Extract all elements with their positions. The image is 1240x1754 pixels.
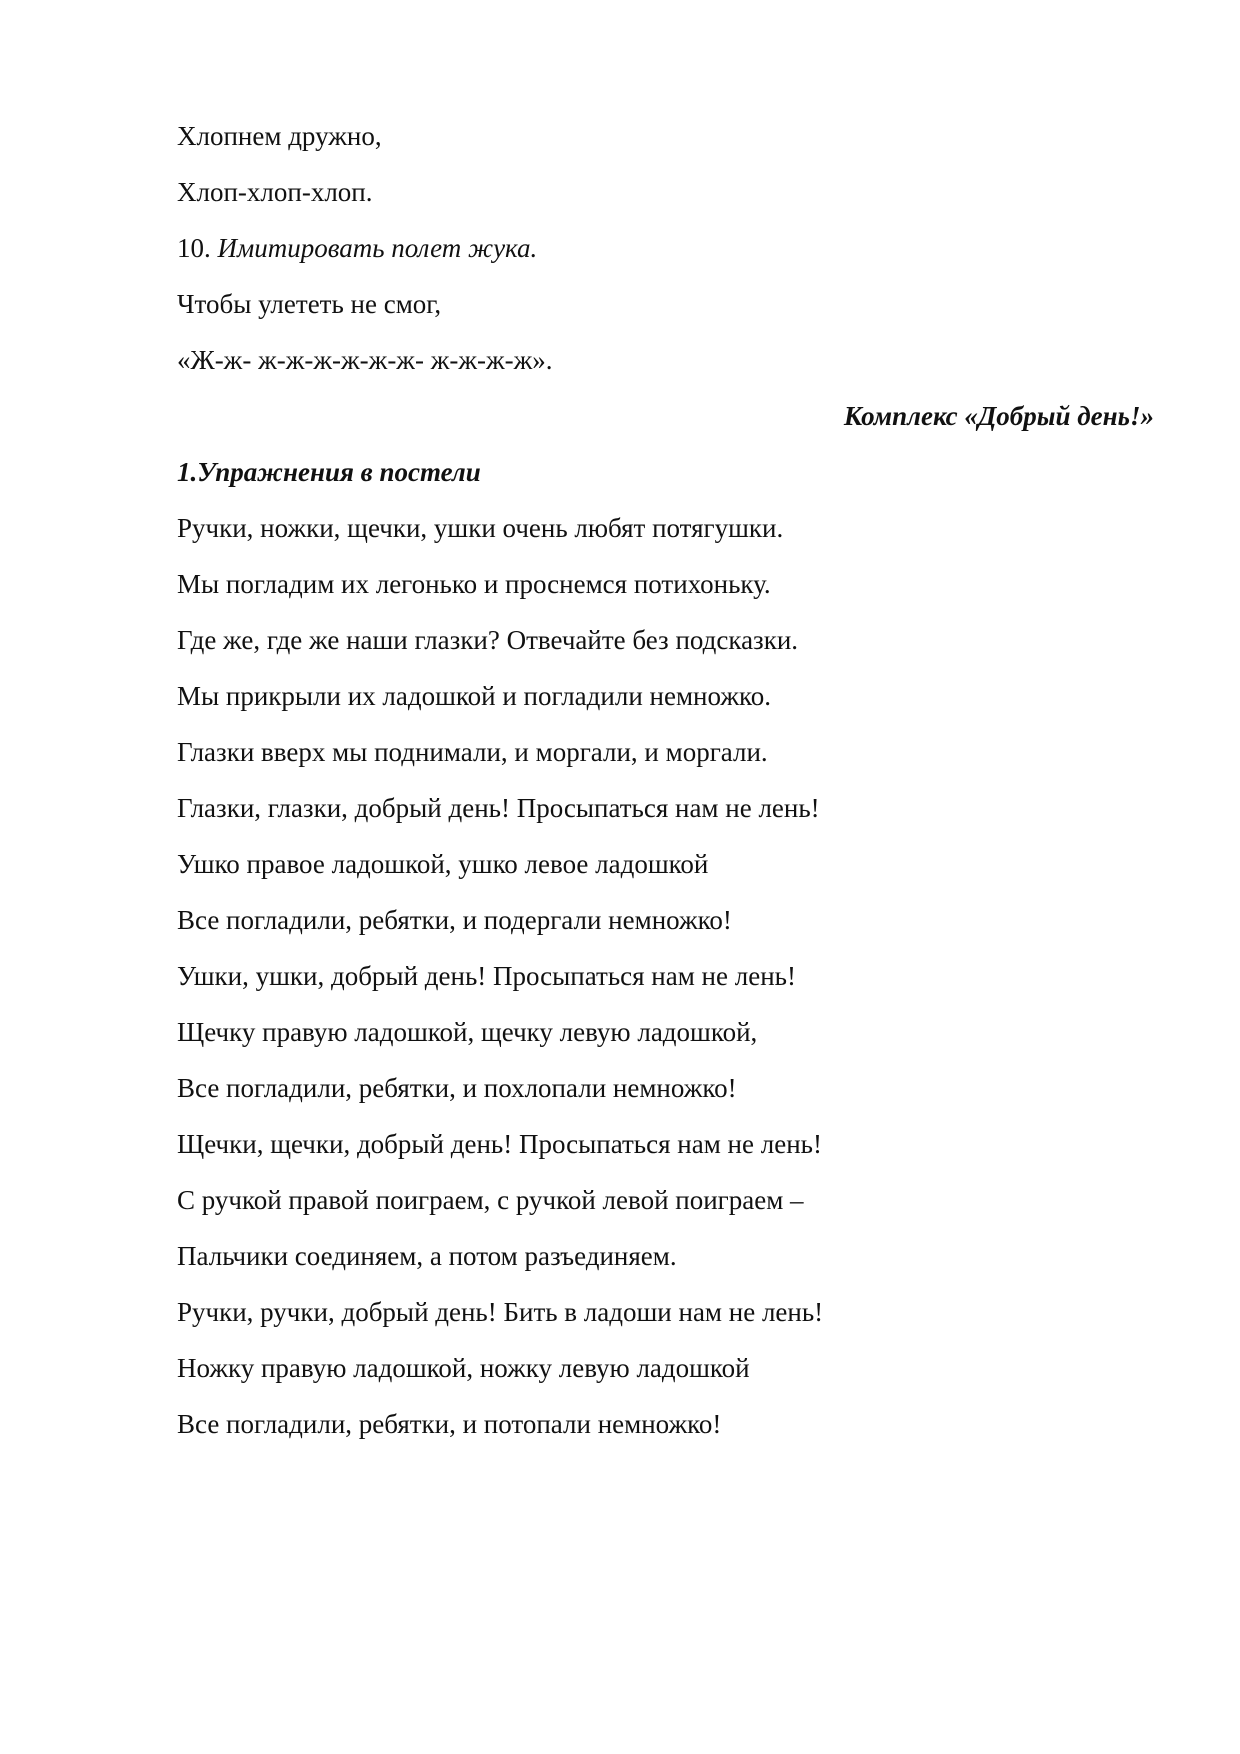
poem-line: Пальчики соединяем, а потом разъединяем. [177, 1241, 677, 1271]
item-10 [177, 232, 537, 264]
text-line: Хлопнем дружно, [177, 121, 382, 151]
item-instruction: Имитировать полет жука. [217, 233, 538, 263]
poem-line: Мы прикрыли их ладошкой и погладили немножко. [177, 681, 771, 711]
poem-line: Щечку правую ладошкой, щечку левую ладошкой, [177, 1017, 758, 1047]
poem-line: Все погладили, ребятки, и похлопали немножко! [177, 1073, 737, 1103]
complex-title: Комплекс «Добрый день!» [843, 401, 1154, 431]
poem-line: Ручки, ручки, добрый день! Бить в ладоши нам не лень! [177, 1297, 824, 1327]
poem-line: Ушки, ушки, добрый день! Просыпаться нам не лень! [177, 961, 796, 991]
poem-line: Ушко правое ладошкой, ушко левое ладошкой [177, 849, 709, 879]
section-heading: 1.Упражнения в постели [177, 457, 481, 487]
poem-line: Ножку правую ладошкой, ножку левую ладошкой [177, 1353, 750, 1383]
poem-line: Все погладили, ребятки, и потопали немножко! [177, 1409, 722, 1439]
poem-line: Глазки, глазки, добрый день! Просыпаться нам не лень! [177, 793, 820, 823]
item-number: 10. [177, 233, 211, 263]
poem-line: Мы погладим их легонько и проснемся потихоньку. [177, 569, 771, 599]
text-line: Хлоп-хлоп-хлоп. [177, 177, 373, 207]
poem-line: Где же, где же наши глазки? Отвечайте без подсказки. [177, 625, 799, 655]
text-line: «Ж-ж- ж-ж-ж-ж-ж-ж- ж-ж-ж-ж». [177, 345, 553, 375]
text-line: Чтобы улететь не смог, [177, 289, 442, 319]
poem-line: Все погладили, ребятки, и подергали немножко! [177, 905, 732, 935]
poem-line: Глазки вверх мы поднимали, и моргали, и моргали. [177, 737, 768, 767]
poem-line: С ручкой правой поиграем, с ручкой левой поиграем – [177, 1185, 804, 1215]
poem-line: Щечки, щечки, добрый день! Просыпаться нам не лень! [177, 1129, 822, 1159]
poem-line: Ручки, ножки, щечки, ушки очень любят потягушки. [177, 513, 784, 543]
